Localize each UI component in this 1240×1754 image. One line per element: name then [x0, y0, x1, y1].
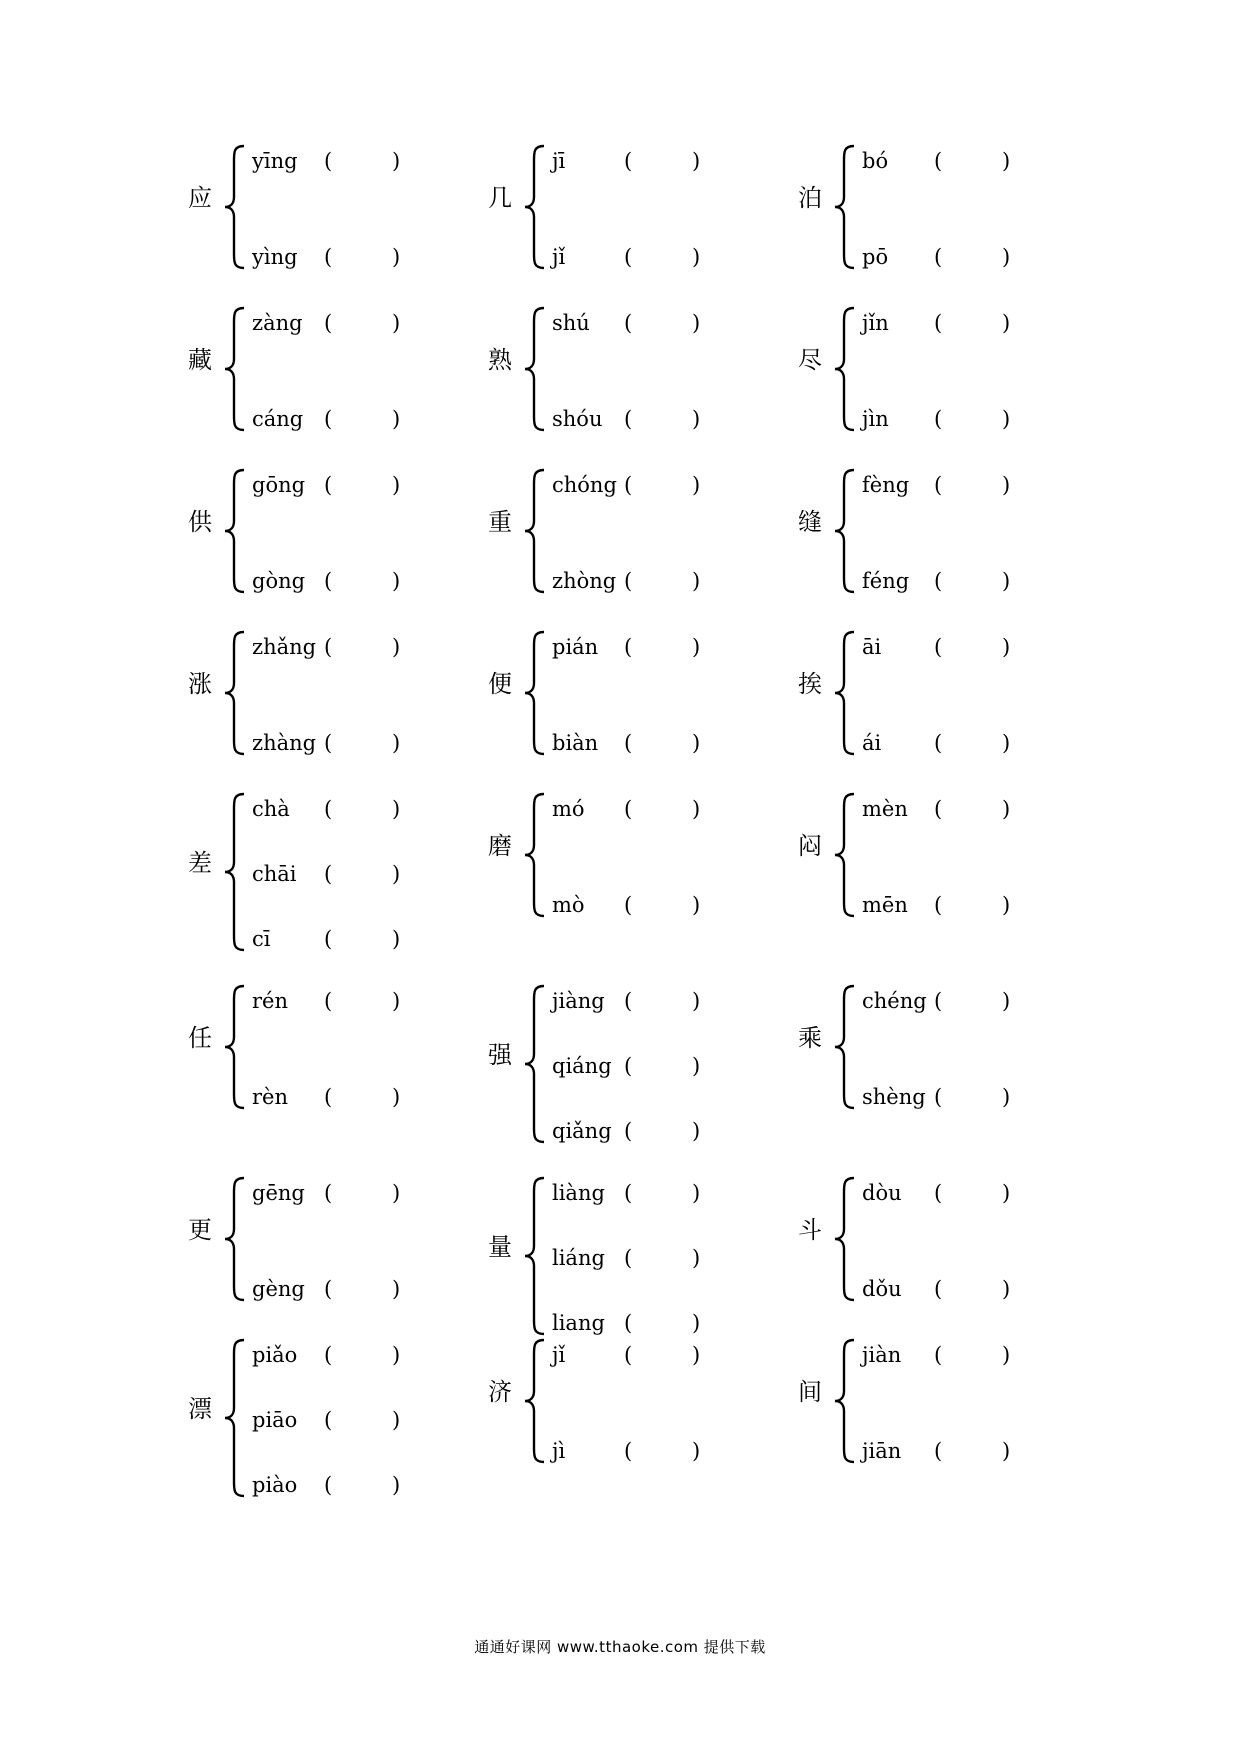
curly-brace [224, 792, 254, 952]
answer-blank-open-paren: ( [934, 473, 943, 497]
answer-blank[interactable] [636, 1438, 692, 1464]
pinyin-reading: jiān [862, 1439, 902, 1463]
answer-blank-close-paren: ) [392, 1181, 401, 1205]
curly-brace [834, 630, 864, 756]
pinyin-reading: āi [862, 635, 882, 659]
curly-brace [834, 984, 864, 1110]
answer-blank-open-paren: ( [934, 1181, 943, 1205]
pinyin-reading: fèng [862, 473, 910, 497]
answer-blank-open-paren: ( [324, 1408, 333, 1432]
answer-blank[interactable] [946, 634, 1002, 660]
pinyin-reading: pián [552, 635, 599, 659]
answer-blank-open-paren: ( [624, 245, 633, 269]
pinyin-reading: mò [552, 893, 585, 917]
answer-blank-close-paren: ) [1002, 311, 1011, 335]
answer-blank-close-paren: ) [392, 731, 401, 755]
answer-blank-close-paren: ) [392, 862, 401, 886]
curly-brace [224, 1338, 254, 1498]
curly-brace [524, 630, 554, 756]
answer-blank[interactable] [336, 1276, 392, 1302]
curly-brace [224, 468, 254, 594]
pinyin-reading: chóng [552, 473, 617, 497]
answer-blank-open-paren: ( [624, 893, 633, 917]
answer-blank[interactable] [636, 1180, 692, 1206]
curly-brace [224, 1176, 254, 1302]
pinyin-reading: shèng [862, 1085, 926, 1109]
hanzi-character: 涨 [188, 670, 212, 698]
answer-blank-close-paren: ) [692, 473, 701, 497]
answer-blank-close-paren: ) [1002, 473, 1011, 497]
answer-blank-open-paren: ( [624, 407, 633, 431]
answer-blank-open-paren: ( [624, 569, 633, 593]
hanzi-character: 重 [488, 508, 512, 536]
answer-blank-close-paren: ) [692, 989, 701, 1013]
answer-blank-close-paren: ) [1002, 1343, 1011, 1367]
answer-blank[interactable] [636, 472, 692, 498]
answer-blank-open-paren: ( [934, 1277, 943, 1301]
answer-blank-close-paren: ) [1002, 245, 1011, 269]
hanzi-character: 济 [488, 1378, 512, 1406]
pinyin-reading: rén [252, 989, 288, 1013]
answer-blank[interactable] [636, 634, 692, 660]
answer-blank[interactable] [336, 1407, 392, 1433]
answer-blank[interactable] [946, 1180, 1002, 1206]
answer-blank-open-paren: ( [624, 1439, 633, 1463]
footer-credit: 通通好课网 www.tthaoke.com 提供下载 [474, 1638, 766, 1656]
answer-blank-open-paren: ( [324, 1181, 333, 1205]
answer-blank-open-paren: ( [324, 731, 333, 755]
curly-brace [834, 468, 864, 594]
answer-blank-open-paren: ( [324, 149, 333, 173]
answer-blank[interactable] [946, 1084, 1002, 1110]
answer-blank-close-paren: ) [692, 1343, 701, 1367]
answer-blank-open-paren: ( [624, 1181, 633, 1205]
answer-blank-open-paren: ( [624, 989, 633, 1013]
answer-blank[interactable] [336, 568, 392, 594]
answer-blank[interactable] [946, 1438, 1002, 1464]
answer-blank-close-paren: ) [1002, 893, 1011, 917]
curly-brace [524, 792, 554, 918]
answer-blank-close-paren: ) [392, 245, 401, 269]
answer-blank-close-paren: ) [392, 1085, 401, 1109]
answer-blank-open-paren: ( [324, 473, 333, 497]
pinyin-reading: dǒu [862, 1277, 902, 1301]
pinyin-reading: mèn [862, 797, 908, 821]
answer-blank-open-paren: ( [934, 245, 943, 269]
pinyin-reading: jī [552, 149, 566, 173]
answer-blank-open-paren: ( [624, 473, 633, 497]
pinyin-reading: bó [862, 149, 889, 173]
answer-blank-open-paren: ( [934, 311, 943, 335]
hanzi-character: 任 [188, 1024, 212, 1052]
answer-blank-close-paren: ) [692, 1311, 701, 1335]
answer-blank-open-paren: ( [624, 1311, 633, 1335]
pinyin-reading: jì [552, 1439, 566, 1463]
answer-blank-close-paren: ) [692, 1054, 701, 1078]
pinyin-reading: liáng [552, 1246, 605, 1270]
answer-blank[interactable] [336, 148, 392, 174]
answer-blank[interactable] [946, 310, 1002, 336]
answer-blank[interactable] [946, 988, 1002, 1014]
answer-blank-open-paren: ( [324, 862, 333, 886]
hanzi-character: 泊 [798, 184, 822, 212]
pinyin-reading: ái [862, 731, 882, 755]
answer-blank-close-paren: ) [692, 797, 701, 821]
hanzi-character: 尽 [798, 346, 822, 374]
curly-brace [524, 1176, 554, 1336]
answer-blank-close-paren: ) [692, 1119, 701, 1143]
pinyin-reading: jiàng [552, 989, 605, 1013]
pinyin-reading: piào [252, 1473, 298, 1497]
curly-brace [524, 1338, 554, 1464]
answer-blank-open-paren: ( [624, 149, 633, 173]
answer-blank-open-paren: ( [324, 1473, 333, 1497]
answer-blank-close-paren: ) [1002, 1181, 1011, 1205]
pinyin-reading: zhòng [552, 569, 617, 593]
answer-blank[interactable] [946, 730, 1002, 756]
answer-blank[interactable] [636, 892, 692, 918]
pinyin-reading: gēng [252, 1181, 305, 1205]
answer-blank-close-paren: ) [692, 1246, 701, 1270]
hanzi-character: 差 [188, 849, 212, 877]
answer-blank-open-paren: ( [934, 569, 943, 593]
answer-blank[interactable] [946, 148, 1002, 174]
answer-blank[interactable] [636, 1118, 692, 1144]
pinyin-reading: jiàn [862, 1343, 902, 1367]
answer-blank-open-paren: ( [324, 1343, 333, 1367]
answer-blank-close-paren: ) [392, 927, 401, 951]
answer-blank[interactable] [336, 472, 392, 498]
answer-blank-close-paren: ) [692, 635, 701, 659]
answer-blank[interactable] [336, 1472, 392, 1498]
pinyin-reading: gèng [252, 1277, 305, 1301]
pinyin-reading: cáng [252, 407, 304, 431]
answer-blank[interactable] [636, 1053, 692, 1079]
answer-blank-open-paren: ( [934, 893, 943, 917]
answer-blank[interactable] [336, 406, 392, 432]
hanzi-character: 磨 [488, 832, 512, 860]
answer-blank-open-paren: ( [934, 797, 943, 821]
pinyin-reading: piāo [252, 1408, 298, 1432]
hanzi-character: 量 [488, 1233, 512, 1261]
answer-blank[interactable] [636, 1245, 692, 1271]
answer-blank[interactable] [946, 244, 1002, 270]
answer-blank-close-paren: ) [392, 569, 401, 593]
answer-blank-close-paren: ) [692, 311, 701, 335]
pinyin-reading: liang [552, 1311, 605, 1335]
pinyin-reading: zhǎng [252, 635, 317, 659]
answer-blank[interactable] [636, 568, 692, 594]
hanzi-character: 斗 [798, 1216, 822, 1244]
answer-blank[interactable] [336, 1084, 392, 1110]
answer-blank[interactable] [946, 796, 1002, 822]
pinyin-reading: pō [862, 245, 889, 269]
answer-blank[interactable] [336, 310, 392, 336]
curly-brace [224, 984, 254, 1110]
pinyin-reading: mó [552, 797, 585, 821]
answer-blank-open-paren: ( [934, 635, 943, 659]
pinyin-reading: cī [252, 927, 271, 951]
answer-blank-close-paren: ) [692, 569, 701, 593]
answer-blank[interactable] [636, 1310, 692, 1336]
curly-brace [834, 1176, 864, 1302]
answer-blank-close-paren: ) [392, 149, 401, 173]
answer-blank-open-paren: ( [934, 407, 943, 431]
curly-brace [224, 306, 254, 432]
answer-blank[interactable] [336, 988, 392, 1014]
answer-blank[interactable] [946, 472, 1002, 498]
answer-blank-open-paren: ( [624, 635, 633, 659]
pinyin-reading: gōng [252, 473, 306, 497]
answer-blank-open-paren: ( [624, 797, 633, 821]
hanzi-character: 缝 [798, 508, 822, 536]
answer-blank[interactable] [336, 1342, 392, 1368]
answer-blank[interactable] [636, 1342, 692, 1368]
pinyin-reading: chāi [252, 862, 297, 886]
answer-blank-close-paren: ) [392, 1277, 401, 1301]
pinyin-reading: rèn [252, 1085, 288, 1109]
answer-blank[interactable] [946, 1276, 1002, 1302]
pinyin-reading: shóu [552, 407, 603, 431]
hanzi-character: 藏 [188, 346, 212, 374]
pinyin-reading: dòu [862, 1181, 902, 1205]
answer-blank-close-paren: ) [392, 1343, 401, 1367]
answer-blank-open-paren: ( [324, 635, 333, 659]
answer-blank-open-paren: ( [934, 1085, 943, 1109]
answer-blank-close-paren: ) [692, 893, 701, 917]
answer-blank[interactable] [336, 796, 392, 822]
answer-blank-close-paren: ) [392, 407, 401, 431]
answer-blank[interactable] [336, 926, 392, 952]
answer-blank[interactable] [636, 988, 692, 1014]
answer-blank-open-paren: ( [934, 1343, 943, 1367]
answer-blank-open-paren: ( [324, 1085, 333, 1109]
pinyin-reading: féng [862, 569, 910, 593]
hanzi-character: 挨 [798, 670, 822, 698]
answer-blank[interactable] [336, 861, 392, 887]
answer-blank-close-paren: ) [692, 245, 701, 269]
answer-blank-close-paren: ) [1002, 731, 1011, 755]
curly-brace [524, 306, 554, 432]
answer-blank-open-paren: ( [324, 311, 333, 335]
pinyin-reading: qiǎng [552, 1119, 612, 1143]
hanzi-character: 漂 [188, 1395, 212, 1423]
answer-blank-close-paren: ) [392, 797, 401, 821]
answer-blank[interactable] [636, 148, 692, 174]
answer-blank-close-paren: ) [392, 1473, 401, 1497]
answer-blank-close-paren: ) [392, 311, 401, 335]
pinyin-reading: jìn [862, 407, 889, 431]
curly-brace [834, 144, 864, 270]
pinyin-reading: yìng [252, 245, 298, 269]
answer-blank-close-paren: ) [1002, 797, 1011, 821]
answer-blank-open-paren: ( [624, 1054, 633, 1078]
curly-brace [224, 144, 254, 270]
curly-brace [834, 306, 864, 432]
hanzi-character: 熟 [488, 346, 512, 374]
answer-blank[interactable] [946, 892, 1002, 918]
answer-blank-close-paren: ) [692, 731, 701, 755]
pinyin-reading: zàng [252, 311, 303, 335]
answer-blank-open-paren: ( [324, 569, 333, 593]
answer-blank-close-paren: ) [692, 1439, 701, 1463]
answer-blank-close-paren: ) [1002, 149, 1011, 173]
hanzi-character: 便 [488, 670, 512, 698]
answer-blank[interactable] [636, 310, 692, 336]
answer-blank-open-paren: ( [324, 927, 333, 951]
pinyin-reading: jǐ [552, 245, 566, 269]
answer-blank-open-paren: ( [624, 311, 633, 335]
pinyin-reading: chà [252, 797, 290, 821]
pinyin-reading: liàng [552, 1181, 605, 1205]
answer-blank[interactable] [336, 730, 392, 756]
answer-blank-open-paren: ( [624, 1119, 633, 1143]
answer-blank-close-paren: ) [1002, 407, 1011, 431]
curly-brace [524, 468, 554, 594]
answer-blank[interactable] [336, 244, 392, 270]
curly-brace [524, 144, 554, 270]
answer-blank-close-paren: ) [392, 635, 401, 659]
curly-brace [524, 984, 554, 1144]
answer-blank-open-paren: ( [324, 989, 333, 1013]
answer-blank[interactable] [636, 796, 692, 822]
hanzi-character: 更 [188, 1216, 212, 1244]
answer-blank-close-paren: ) [392, 989, 401, 1013]
hanzi-character: 强 [488, 1041, 512, 1069]
curly-brace [834, 1338, 864, 1464]
hanzi-character: 几 [488, 184, 512, 212]
answer-blank-close-paren: ) [692, 149, 701, 173]
answer-blank-close-paren: ) [392, 473, 401, 497]
answer-blank[interactable] [946, 568, 1002, 594]
pinyin-reading: zhàng [252, 731, 317, 755]
answer-blank[interactable] [336, 1180, 392, 1206]
answer-blank[interactable] [636, 406, 692, 432]
answer-blank-open-paren: ( [934, 1439, 943, 1463]
curly-brace [224, 630, 254, 756]
hanzi-character: 供 [188, 508, 212, 536]
answer-blank-open-paren: ( [624, 1246, 633, 1270]
hanzi-character: 应 [188, 184, 212, 212]
answer-blank-open-paren: ( [324, 245, 333, 269]
pinyin-reading: mēn [862, 893, 908, 917]
answer-blank-open-paren: ( [324, 407, 333, 431]
answer-blank-open-paren: ( [934, 731, 943, 755]
curly-brace [834, 792, 864, 918]
pinyin-reading: qiáng [552, 1054, 612, 1078]
answer-blank-close-paren: ) [692, 407, 701, 431]
answer-blank-close-paren: ) [1002, 1085, 1011, 1109]
pinyin-reading: jǐ [552, 1343, 566, 1367]
answer-blank[interactable] [636, 730, 692, 756]
pinyin-reading: biàn [552, 731, 599, 755]
pinyin-reading: piǎo [252, 1343, 298, 1367]
answer-blank[interactable] [946, 406, 1002, 432]
answer-blank[interactable] [946, 1342, 1002, 1368]
answer-blank-close-paren: ) [1002, 1277, 1011, 1301]
answer-blank-open-paren: ( [624, 731, 633, 755]
answer-blank-open-paren: ( [934, 989, 943, 1013]
answer-blank-open-paren: ( [934, 149, 943, 173]
answer-blank[interactable] [636, 244, 692, 270]
pinyin-reading: chéng [862, 989, 927, 1013]
answer-blank-close-paren: ) [1002, 989, 1011, 1013]
hanzi-character: 间 [798, 1378, 822, 1406]
answer-blank-close-paren: ) [1002, 569, 1011, 593]
answer-blank-open-paren: ( [324, 1277, 333, 1301]
answer-blank-close-paren: ) [392, 1408, 401, 1432]
answer-blank-close-paren: ) [1002, 1439, 1011, 1463]
pinyin-reading: shú [552, 311, 590, 335]
answer-blank[interactable] [336, 634, 392, 660]
hanzi-character: 闷 [798, 832, 822, 860]
pinyin-reading: yīng [252, 149, 298, 173]
pinyin-reading: gòng [252, 569, 306, 593]
answer-blank-open-paren: ( [324, 797, 333, 821]
answer-blank-close-paren: ) [692, 1181, 701, 1205]
answer-blank-open-paren: ( [624, 1343, 633, 1367]
answer-blank-close-paren: ) [1002, 635, 1011, 659]
pinyin-reading: jǐn [862, 311, 889, 335]
hanzi-character: 乘 [798, 1024, 822, 1052]
